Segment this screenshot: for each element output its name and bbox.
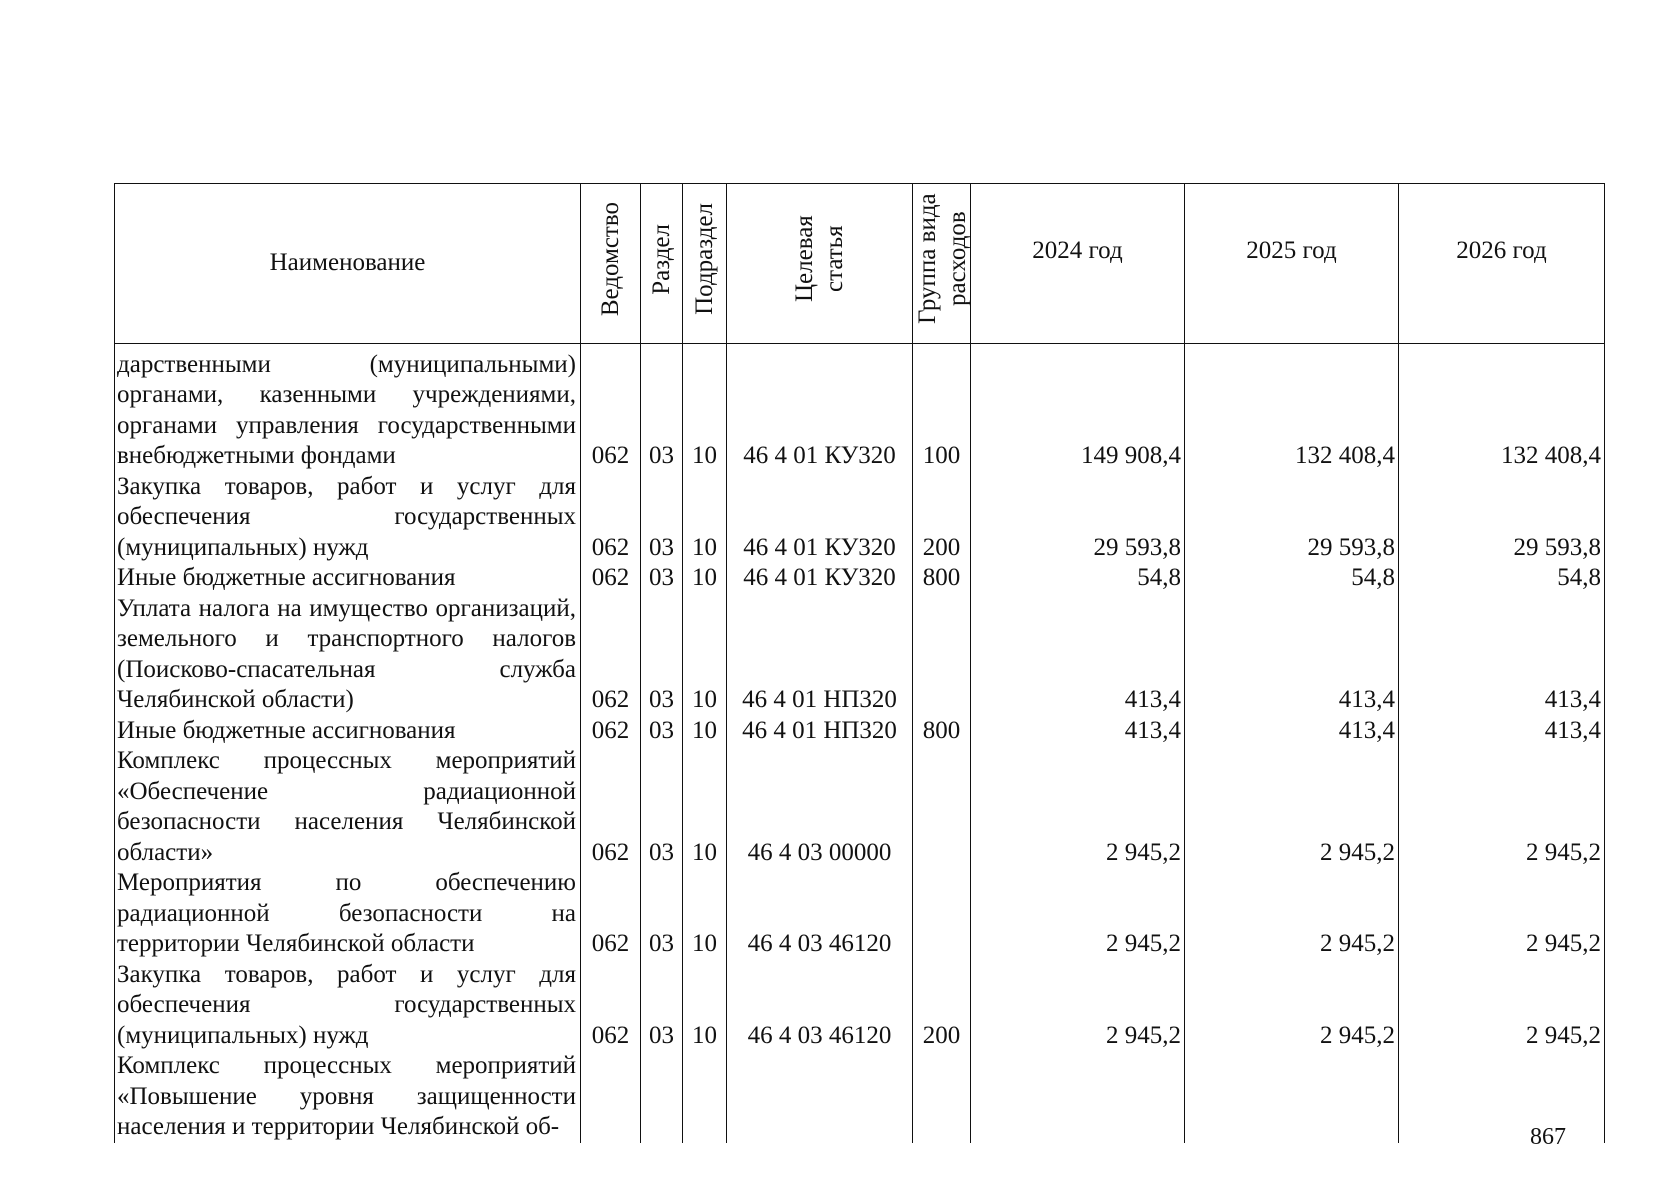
row-vedomstvo: 062 bbox=[581, 716, 641, 747]
row-group bbox=[913, 1051, 971, 1143]
row-razdel bbox=[641, 1051, 683, 1143]
row-vedomstvo: 062 bbox=[581, 960, 641, 1052]
row-podrazdel: 10 bbox=[683, 350, 727, 472]
header-target: Целевая статья bbox=[727, 184, 913, 344]
row-target: 46 4 03 46120 bbox=[727, 868, 913, 960]
table-row bbox=[115, 563, 1605, 594]
row-name: Иные бюджетные ассигнования bbox=[115, 563, 581, 594]
table-row bbox=[115, 868, 1605, 960]
row-2026: 413,4 bbox=[1399, 594, 1605, 716]
row-2024: 413,4 bbox=[971, 594, 1185, 716]
row-podrazdel: 10 bbox=[683, 563, 727, 594]
row-vedomstvo bbox=[581, 1051, 641, 1143]
table-header-row bbox=[115, 184, 1605, 344]
row-name: Комплекс процессных мероприятий «Обеспечение радиационной безопасности населения Челябинской области» bbox=[115, 746, 581, 868]
row-razdel: 03 bbox=[641, 350, 683, 472]
row-2026: 2 945,2 bbox=[1399, 868, 1605, 960]
row-group: 200 bbox=[913, 960, 971, 1052]
row-target: 46 4 01 КУ320 bbox=[727, 350, 913, 472]
row-name: Иные бюджетные ассигнования bbox=[115, 716, 581, 747]
row-target: 46 4 03 00000 bbox=[727, 746, 913, 868]
row-vedomstvo: 062 bbox=[581, 472, 641, 564]
row-target: 46 4 01 КУ320 bbox=[727, 563, 913, 594]
row-group: 200 bbox=[913, 472, 971, 564]
row-2024: 2 945,2 bbox=[971, 746, 1185, 868]
row-target: 46 4 01 НП320 bbox=[727, 594, 913, 716]
row-2025: 29 593,8 bbox=[1185, 472, 1399, 564]
page-number: 867 bbox=[1530, 1124, 1566, 1150]
row-razdel: 03 bbox=[641, 594, 683, 716]
row-2024: 2 945,2 bbox=[971, 868, 1185, 960]
row-2026: 29 593,8 bbox=[1399, 472, 1605, 564]
row-name: Уплата налога на имущество организаций, земельного и транспортного налогов (Поисково-спасательная служба Челябинской области) bbox=[115, 594, 581, 716]
row-name: Закупка товаров, работ и услуг для обеспечения государственных (муниципальных) нужд bbox=[115, 960, 581, 1052]
row-podrazdel bbox=[683, 1051, 727, 1143]
header-razdel: Раздел bbox=[641, 184, 683, 344]
row-group: 800 bbox=[913, 563, 971, 594]
row-2025: 413,4 bbox=[1185, 594, 1399, 716]
row-group bbox=[913, 594, 971, 716]
row-podrazdel: 10 bbox=[683, 746, 727, 868]
table-row bbox=[115, 1051, 1605, 1143]
row-group bbox=[913, 868, 971, 960]
row-target: 46 4 03 46120 bbox=[727, 960, 913, 1052]
header-2025: 2025 год bbox=[1185, 184, 1399, 344]
table-row bbox=[115, 746, 1605, 868]
row-name: Закупка товаров, работ и услуг для обеспечения государственных (муниципальных) нужд bbox=[115, 472, 581, 564]
row-2026: 413,4 bbox=[1399, 716, 1605, 747]
row-2024: 149 908,4 bbox=[971, 350, 1185, 472]
row-2025: 132 408,4 bbox=[1185, 350, 1399, 472]
header-2026: 2026 год bbox=[1399, 184, 1605, 344]
row-vedomstvo: 062 bbox=[581, 868, 641, 960]
row-2024: 29 593,8 bbox=[971, 472, 1185, 564]
row-vedomstvo: 062 bbox=[581, 563, 641, 594]
row-target: 46 4 01 НП320 bbox=[727, 716, 913, 747]
table-body bbox=[115, 343, 1605, 1143]
row-2026: 2 945,2 bbox=[1399, 960, 1605, 1052]
row-2024: 413,4 bbox=[971, 716, 1185, 747]
table-row bbox=[115, 594, 1605, 716]
row-2025: 54,8 bbox=[1185, 563, 1399, 594]
table-row bbox=[115, 716, 1605, 747]
header-podrazdel: Подраздел bbox=[683, 184, 727, 344]
row-2026: 2 945,2 bbox=[1399, 746, 1605, 868]
row-target bbox=[727, 1051, 913, 1143]
header-name: Наименование bbox=[115, 184, 581, 344]
row-name: Мероприятия по обеспечению радиационной безопасности на территории Челябинской области bbox=[115, 868, 581, 960]
row-podrazdel: 10 bbox=[683, 716, 727, 747]
row-razdel: 03 bbox=[641, 716, 683, 747]
row-name: Комплекс процессных мероприятий «Повышение уровня защищенности населения и территории Челябинской об- bbox=[115, 1051, 581, 1143]
row-vedomstvo: 062 bbox=[581, 746, 641, 868]
row-2024: 54,8 bbox=[971, 563, 1185, 594]
table-row bbox=[115, 350, 1605, 472]
row-podrazdel: 10 bbox=[683, 594, 727, 716]
row-vedomstvo: 062 bbox=[581, 350, 641, 472]
row-2024 bbox=[971, 1051, 1185, 1143]
row-target: 46 4 01 КУ320 bbox=[727, 472, 913, 564]
row-podrazdel: 10 bbox=[683, 868, 727, 960]
row-2025: 2 945,2 bbox=[1185, 960, 1399, 1052]
row-2025 bbox=[1185, 1051, 1399, 1143]
row-2026: 132 408,4 bbox=[1399, 350, 1605, 472]
row-2025: 2 945,2 bbox=[1185, 746, 1399, 868]
row-group: 800 bbox=[913, 716, 971, 747]
row-2025: 413,4 bbox=[1185, 716, 1399, 747]
row-2026: 54,8 bbox=[1399, 563, 1605, 594]
row-group: 100 bbox=[913, 350, 971, 472]
row-razdel: 03 bbox=[641, 960, 683, 1052]
row-2024: 2 945,2 bbox=[971, 960, 1185, 1052]
row-name: дарственными (муниципальными) органами, казенными учреждениями, органами управления государственными внебюджетными фондами bbox=[115, 350, 581, 472]
row-podrazdel: 10 bbox=[683, 960, 727, 1052]
row-2026 bbox=[1399, 1051, 1605, 1143]
row-razdel: 03 bbox=[641, 563, 683, 594]
row-razdel: 03 bbox=[641, 472, 683, 564]
row-vedomstvo: 062 bbox=[581, 594, 641, 716]
header-2024: 2024 год bbox=[971, 184, 1185, 344]
table-row bbox=[115, 960, 1605, 1052]
row-razdel: 03 bbox=[641, 868, 683, 960]
header-group: Группа вида расходов bbox=[913, 184, 971, 344]
row-razdel: 03 bbox=[641, 746, 683, 868]
row-group bbox=[913, 746, 971, 868]
table-row bbox=[115, 472, 1605, 564]
row-2025: 2 945,2 bbox=[1185, 868, 1399, 960]
budget-table bbox=[114, 183, 1605, 1143]
header-vedomstvo: Ведомство bbox=[581, 184, 641, 344]
row-podrazdel: 10 bbox=[683, 472, 727, 564]
